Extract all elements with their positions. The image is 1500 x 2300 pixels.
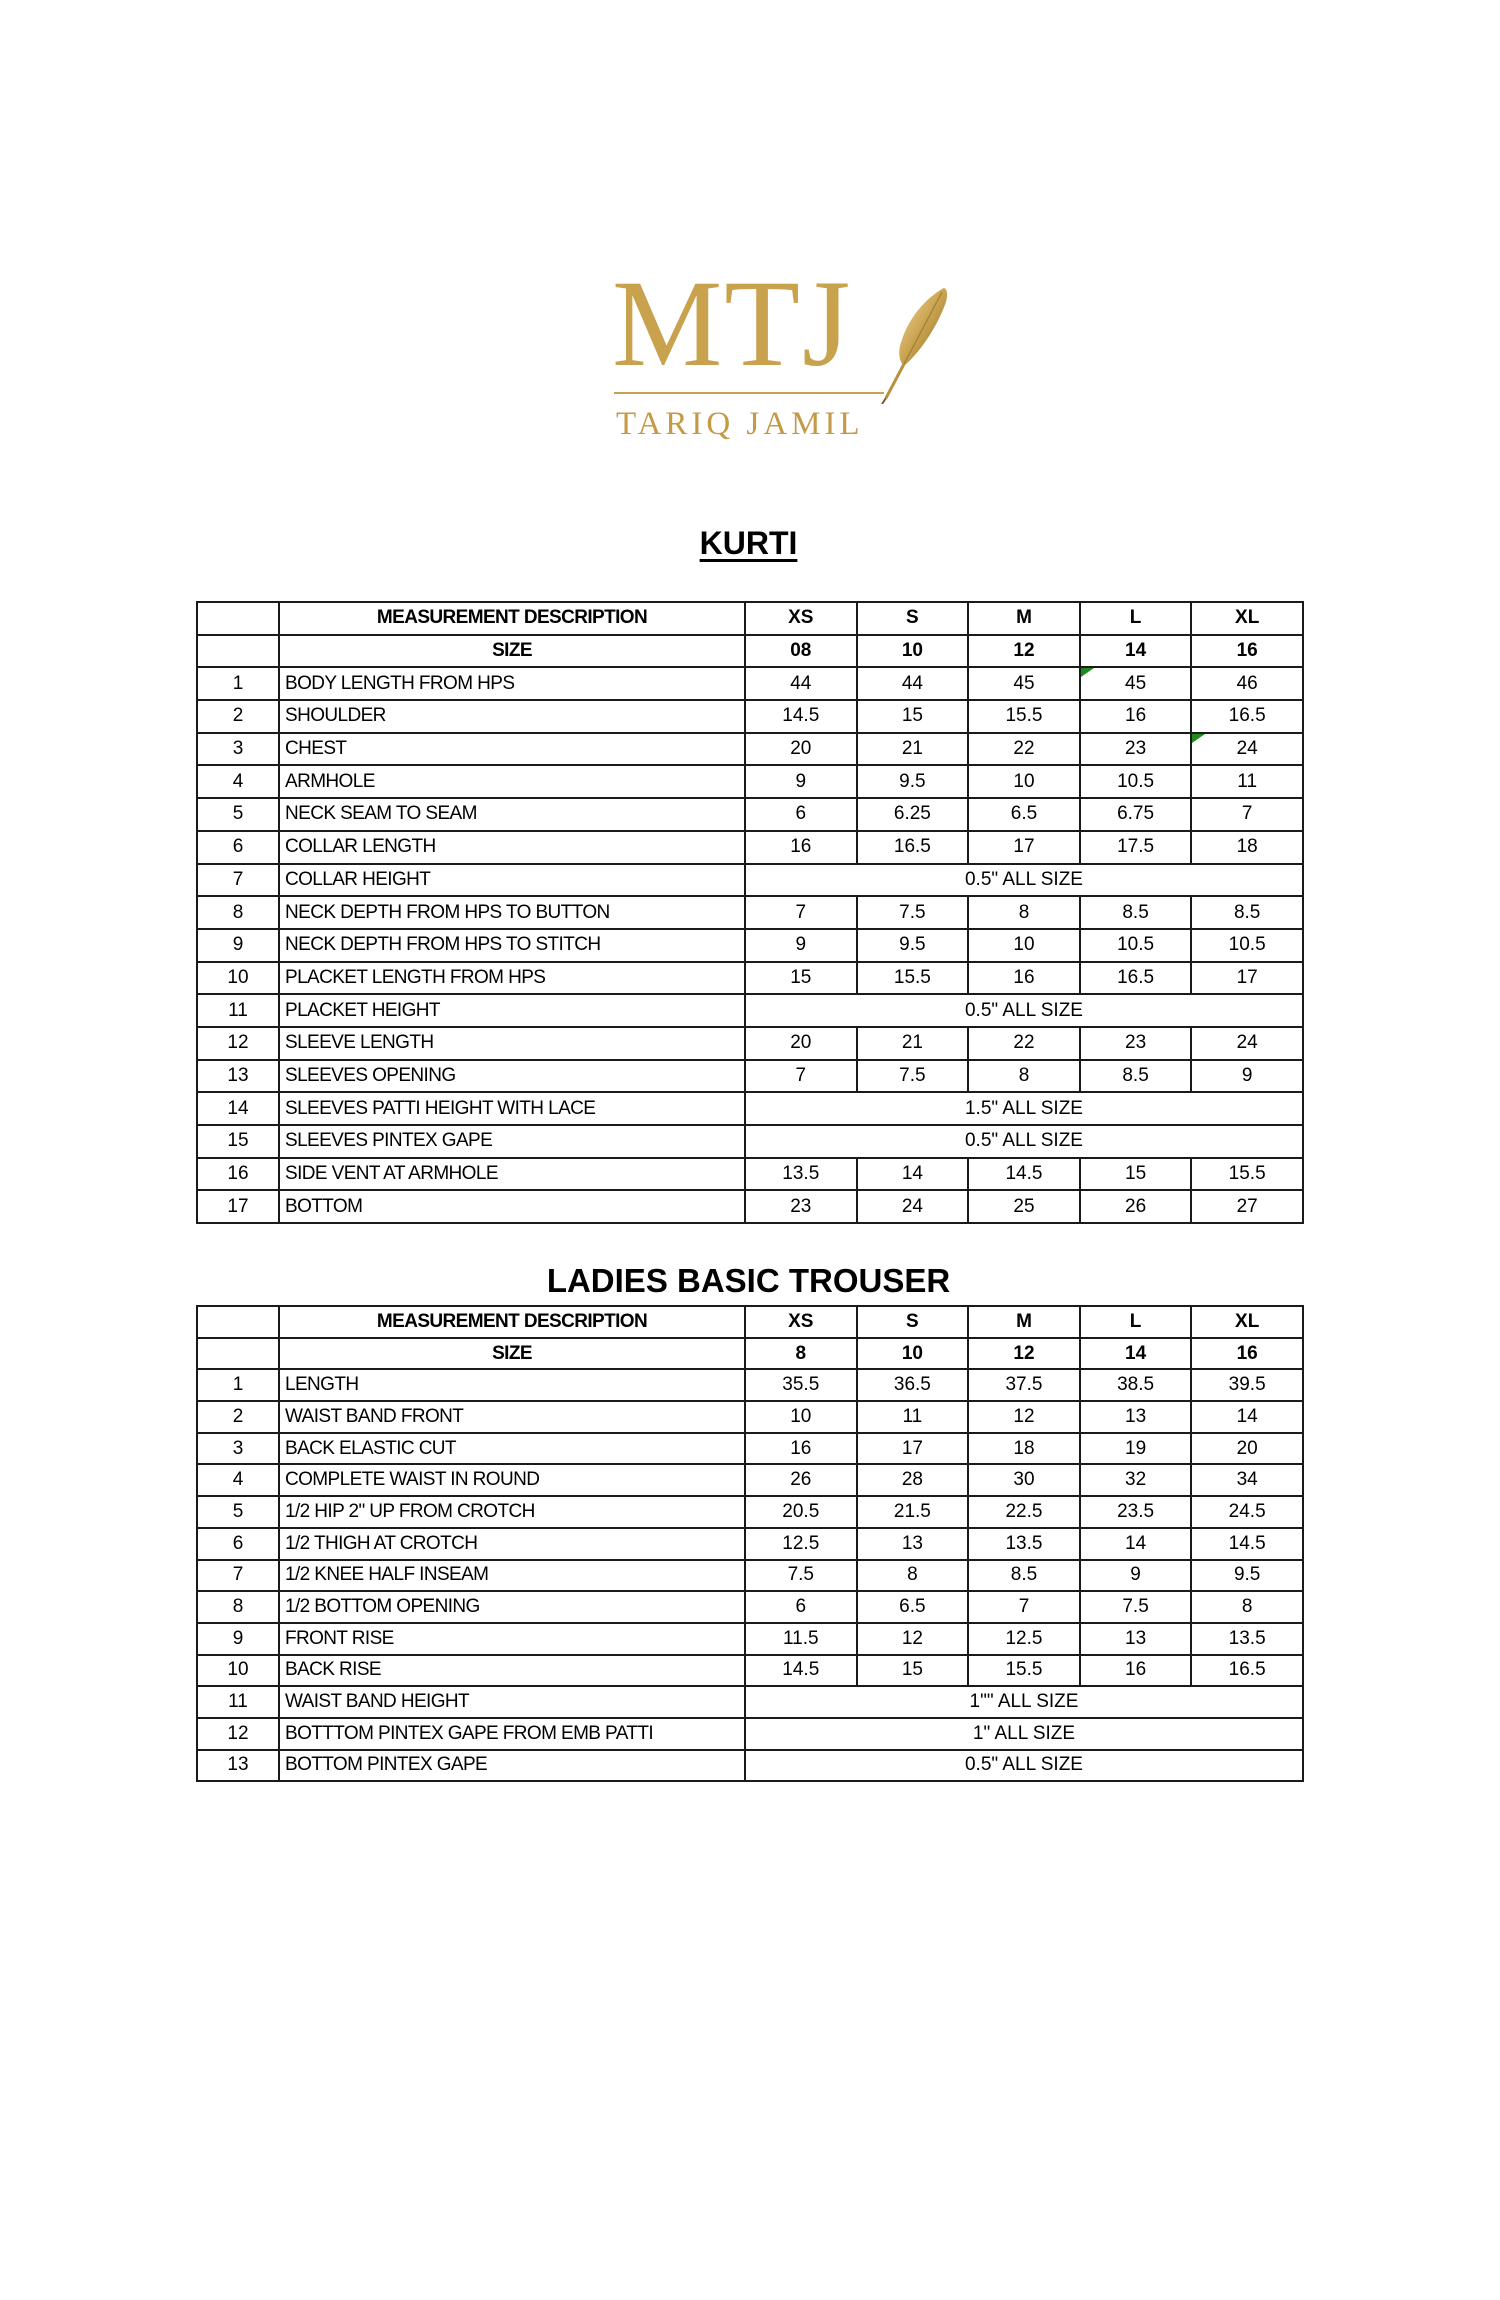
measurement-value: 8 [968,1060,1080,1093]
measurement-value: 44 [857,667,969,700]
measurement-value: 15 [745,962,857,995]
measurement-value: 23 [1080,1027,1192,1060]
measurement-description: ARMHOLE [279,765,745,798]
measurement-value: 23 [745,1190,857,1223]
measurement-value: 20 [745,733,857,766]
measurement-value: 14.5 [745,700,857,733]
measurement-value: 35.5 [745,1369,857,1401]
measurement-description: 1/2 BOTTOM OPENING [279,1591,745,1623]
measurement-value: 10 [968,765,1080,798]
trouser-size-table [196,1305,1304,1782]
measurement-description: COMPLETE WAIST IN ROUND [279,1464,745,1496]
measurement-description: SLEEVES OPENING [279,1060,745,1093]
table-row [197,1528,1303,1560]
measurement-value: 12.5 [968,1623,1080,1655]
measurement-description: BODY LENGTH FROM HPS [279,667,745,700]
table-row [197,1560,1303,1592]
measurement-value: 24 [857,1190,969,1223]
measurement-value: 10 [968,929,1080,962]
row-number: 6 [197,831,279,864]
measurement-description: BACK RISE [279,1655,745,1687]
measurement-description: COLLAR LENGTH [279,831,745,864]
table-row [197,1060,1303,1093]
measurement-value: 8.5 [968,1560,1080,1592]
row-number: 3 [197,1433,279,1465]
row-number: 6 [197,1528,279,1560]
measurement-value: 21 [857,1027,969,1060]
kurti-size-table [196,601,1304,1224]
measurement-value: 17.5 [1080,831,1192,864]
measurement-value: 15.5 [968,1655,1080,1687]
size-label-m: M [968,1306,1080,1338]
measurement-value: 11 [857,1401,969,1433]
measurement-value: 13.5 [1191,1623,1303,1655]
kurti-title-text: KURTI [699,525,798,561]
measurement-description: 1/2 KNEE HALF INSEAM [279,1560,745,1592]
measurement-description: BOTTTOM PINTEX GAPE FROM EMB PATTI [279,1718,745,1750]
measurement-value: 37.5 [968,1369,1080,1401]
all-size-value: 0.5" ALL SIZE [745,994,1303,1027]
measurement-value: 7 [745,1060,857,1093]
table-row [197,1718,1303,1750]
measurement-description: SLEEVES PATTI HEIGHT WITH LACE [279,1092,745,1125]
measurement-description-header: MEASUREMENT DESCRIPTION [279,602,745,635]
size-label-m: M [968,602,1080,635]
size-number: 10 [857,635,969,668]
row-number: 7 [197,864,279,897]
error-indicator-icon [1192,734,1205,743]
measurement-value: 7.5 [857,896,969,929]
table-row [197,1190,1303,1223]
measurement-value: 27 [1191,1190,1303,1223]
measurement-value: 11.5 [745,1623,857,1655]
measurement-value: 15 [857,1655,969,1687]
table-row [197,667,1303,700]
measurement-value: 19 [1080,1433,1192,1465]
measurement-value: 7 [1191,798,1303,831]
row-number-header [197,1306,279,1338]
row-number: 1 [197,1369,279,1401]
measurement-value: 9.5 [1191,1560,1303,1592]
measurement-value: 15 [857,700,969,733]
measurement-value: 34 [1191,1464,1303,1496]
measurement-value: 11 [1191,765,1303,798]
measurement-description: FRONT RISE [279,1623,745,1655]
table-row [197,1496,1303,1528]
all-size-value: 0.5" ALL SIZE [745,1125,1303,1158]
logo-mark: MTJ [612,255,853,392]
size-number: 14 [1080,1338,1192,1370]
measurement-value: 18 [1191,831,1303,864]
measurement-value: 9 [745,929,857,962]
row-number: 10 [197,1655,279,1687]
measurement-value: 12 [857,1623,969,1655]
measurement-value: 10.5 [1080,929,1192,962]
row-number: 4 [197,765,279,798]
row-number: 4 [197,1464,279,1496]
row-number: 13 [197,1750,279,1782]
brand-logo [612,255,972,452]
measurement-description: 1/2 THIGH AT CROTCH [279,1528,745,1560]
size-number: 12 [968,1338,1080,1370]
measurement-description: SHOULDER [279,700,745,733]
measurement-value: 8 [1191,1591,1303,1623]
table-row [197,1027,1303,1060]
measurement-value: 17 [1191,962,1303,995]
table-row [197,1092,1303,1125]
row-number: 1 [197,667,279,700]
measurement-value: 15.5 [857,962,969,995]
measurement-value: 16 [1080,1655,1192,1687]
measurement-value: 18 [968,1433,1080,1465]
logo-divider [614,392,884,394]
measurement-value: 9 [745,765,857,798]
measurement-description: WAIST BAND FRONT [279,1401,745,1433]
measurement-description: SIDE VENT AT ARMHOLE [279,1158,745,1191]
measurement-value: 9 [1080,1560,1192,1592]
measurement-value: 26 [745,1464,857,1496]
measurement-description: WAIST BAND HEIGHT [279,1686,745,1718]
table-row [197,1750,1303,1782]
measurement-value: 20 [745,1027,857,1060]
measurement-value: 38.5 [1080,1369,1192,1401]
measurement-value: 24.5 [1191,1496,1303,1528]
row-number: 8 [197,896,279,929]
size-label-xs: XS [745,1306,857,1338]
table-row [197,929,1303,962]
size-label-s: S [857,602,969,635]
measurement-value: 6 [745,798,857,831]
table-row [197,1464,1303,1496]
row-number: 12 [197,1027,279,1060]
measurement-value: 22.5 [968,1496,1080,1528]
measurement-value: 6.25 [857,798,969,831]
measurement-value: 6.5 [857,1591,969,1623]
size-number-row [197,635,1303,668]
measurement-value: 16 [968,962,1080,995]
measurement-value: 7.5 [857,1060,969,1093]
size-number: 10 [857,1338,969,1370]
measurement-value: 46 [1191,667,1303,700]
measurement-description: SLEEVE LENGTH [279,1027,745,1060]
row-number-header [197,635,279,668]
measurement-value: 7.5 [1080,1591,1192,1623]
size-label-xl: XL [1191,602,1303,635]
table-row [197,1158,1303,1191]
measurement-value: 14.5 [745,1655,857,1687]
measurement-value: 6.5 [968,798,1080,831]
measurement-value: 7 [968,1591,1080,1623]
measurement-value: 9 [1191,1060,1303,1093]
measurement-value: 16 [1080,700,1192,733]
row-number: 5 [197,798,279,831]
all-size-value: 0.5" ALL SIZE [745,864,1303,897]
measurement-value: 8 [968,896,1080,929]
measurement-description: CHEST [279,733,745,766]
measurement-description: LENGTH [279,1369,745,1401]
measurement-value: 24 [1191,1027,1303,1060]
size-number-row [197,1338,1303,1370]
kurti-title [196,525,1301,562]
measurement-value: 44 [745,667,857,700]
measurement-value: 8 [857,1560,969,1592]
table-row [197,798,1303,831]
all-size-value: 1"" ALL SIZE [745,1686,1303,1718]
measurement-value: 36.5 [857,1369,969,1401]
size-header: SIZE [279,1338,745,1370]
measurement-value: 13.5 [745,1158,857,1191]
measurement-description: COLLAR HEIGHT [279,864,745,897]
measurement-description: NECK DEPTH FROM HPS TO STITCH [279,929,745,962]
measurement-value: 15.5 [968,700,1080,733]
header-row [197,1306,1303,1338]
measurement-value: 6.75 [1080,798,1192,831]
measurement-value: 21.5 [857,1496,969,1528]
table-row [197,700,1303,733]
measurement-value: 32 [1080,1464,1192,1496]
measurement-value: 13 [857,1528,969,1560]
table-row [197,765,1303,798]
measurement-value: 23 [1080,733,1192,766]
measurement-value: 10 [745,1401,857,1433]
measurement-description: BOTTOM PINTEX GAPE [279,1750,745,1782]
size-number: 08 [745,635,857,668]
size-label-l: L [1080,1306,1192,1338]
measurement-value: 16.5 [857,831,969,864]
measurement-value: 13 [1080,1623,1192,1655]
measurement-value: 22 [968,1027,1080,1060]
measurement-description: NECK SEAM TO SEAM [279,798,745,831]
table-row [197,962,1303,995]
size-label-xs: XS [745,602,857,635]
measurement-description: 1/2 HIP 2" UP FROM CROTCH [279,1496,745,1528]
measurement-value: 14 [857,1158,969,1191]
measurement-value: 22 [968,733,1080,766]
all-size-value: 0.5" ALL SIZE [745,1750,1303,1782]
measurement-value: 9.5 [857,929,969,962]
measurement-description: BACK ELASTIC CUT [279,1433,745,1465]
measurement-value: 14 [1191,1401,1303,1433]
row-number: 16 [197,1158,279,1191]
measurement-value: 16.5 [1191,700,1303,733]
measurement-description: PLACKET HEIGHT [279,994,745,1027]
measurement-value: 14.5 [968,1158,1080,1191]
measurement-value: 21 [857,733,969,766]
table-row [197,1125,1303,1158]
measurement-value: 8.5 [1080,896,1192,929]
row-number: 13 [197,1060,279,1093]
row-number: 11 [197,1686,279,1718]
measurement-value: 8.5 [1191,896,1303,929]
measurement-value: 16.5 [1191,1655,1303,1687]
table-row [197,1686,1303,1718]
row-number: 5 [197,1496,279,1528]
measurement-value: 12.5 [745,1528,857,1560]
measurement-description: SLEEVES PINTEX GAPE [279,1125,745,1158]
measurement-value: 23.5 [1080,1496,1192,1528]
trouser-title: LADIES BASIC TROUSER [546,1262,951,1299]
measurement-value: 16.5 [1080,962,1192,995]
error-indicator-icon [1081,668,1094,677]
table-row [197,864,1303,897]
row-number: 9 [197,1623,279,1655]
measurement-value: 25 [968,1190,1080,1223]
row-number: 3 [197,733,279,766]
row-number-header [197,1338,279,1370]
row-number: 2 [197,1401,279,1433]
table-row [197,994,1303,1027]
measurement-description: NECK DEPTH FROM HPS TO BUTTON [279,896,745,929]
row-number: 7 [197,1560,279,1592]
measurement-value: 7 [745,896,857,929]
measurement-value: 20 [1191,1433,1303,1465]
measurement-value: 15 [1080,1158,1192,1191]
table-row [197,896,1303,929]
row-number: 9 [197,929,279,962]
measurement-value: 7.5 [745,1560,857,1592]
row-number: 11 [197,994,279,1027]
table-row [197,1433,1303,1465]
measurement-description: PLACKET LENGTH FROM HPS [279,962,745,995]
row-number: 8 [197,1591,279,1623]
row-number: 14 [197,1092,279,1125]
measurement-value: 12 [968,1401,1080,1433]
measurement-value: 10.5 [1080,765,1192,798]
all-size-value: 1" ALL SIZE [745,1718,1303,1750]
table-row [197,1655,1303,1687]
header-row [197,602,1303,635]
size-number: 16 [1191,1338,1303,1370]
table-row [197,733,1303,766]
measurement-value: 16 [745,1433,857,1465]
measurement-value: 24 [1191,733,1303,766]
size-number: 8 [745,1338,857,1370]
measurement-value: 20.5 [745,1496,857,1528]
measurement-value: 8.5 [1080,1060,1192,1093]
size-number: 16 [1191,635,1303,668]
row-number: 12 [197,1718,279,1750]
size-label-l: L [1080,602,1192,635]
row-number: 15 [197,1125,279,1158]
size-header: SIZE [279,635,745,668]
measurement-value: 45 [968,667,1080,700]
size-number: 14 [1080,635,1192,668]
logo-subtitle: TARIQ JAMIL [616,406,864,442]
size-label-s: S [857,1306,969,1338]
table-row [197,1591,1303,1623]
row-number-header [197,602,279,635]
all-size-value: 1.5" ALL SIZE [745,1092,1303,1125]
measurement-value: 45 [1080,667,1192,700]
measurement-value: 28 [857,1464,969,1496]
measurement-value: 26 [1080,1190,1192,1223]
row-number: 10 [197,962,279,995]
measurement-description-header: MEASUREMENT DESCRIPTION [279,1306,745,1338]
table-row [197,1401,1303,1433]
size-label-xl: XL [1191,1306,1303,1338]
measurement-value: 14 [1080,1528,1192,1560]
measurement-value: 13 [1080,1401,1192,1433]
measurement-value: 9.5 [857,765,969,798]
measurement-value: 17 [857,1433,969,1465]
table-row [197,1623,1303,1655]
measurement-value: 30 [968,1464,1080,1496]
measurement-value: 17 [968,831,1080,864]
table-row [197,831,1303,864]
table-row [197,1369,1303,1401]
quill-icon [874,284,954,404]
measurement-value: 16 [745,831,857,864]
measurement-value: 13.5 [968,1528,1080,1560]
measurement-value: 10.5 [1191,929,1303,962]
measurement-value: 14.5 [1191,1528,1303,1560]
measurement-value: 6 [745,1591,857,1623]
row-number: 2 [197,700,279,733]
measurement-value: 39.5 [1191,1369,1303,1401]
row-number: 17 [197,1190,279,1223]
measurement-value: 15.5 [1191,1158,1303,1191]
size-number: 12 [968,635,1080,668]
measurement-description: BOTTOM [279,1190,745,1223]
